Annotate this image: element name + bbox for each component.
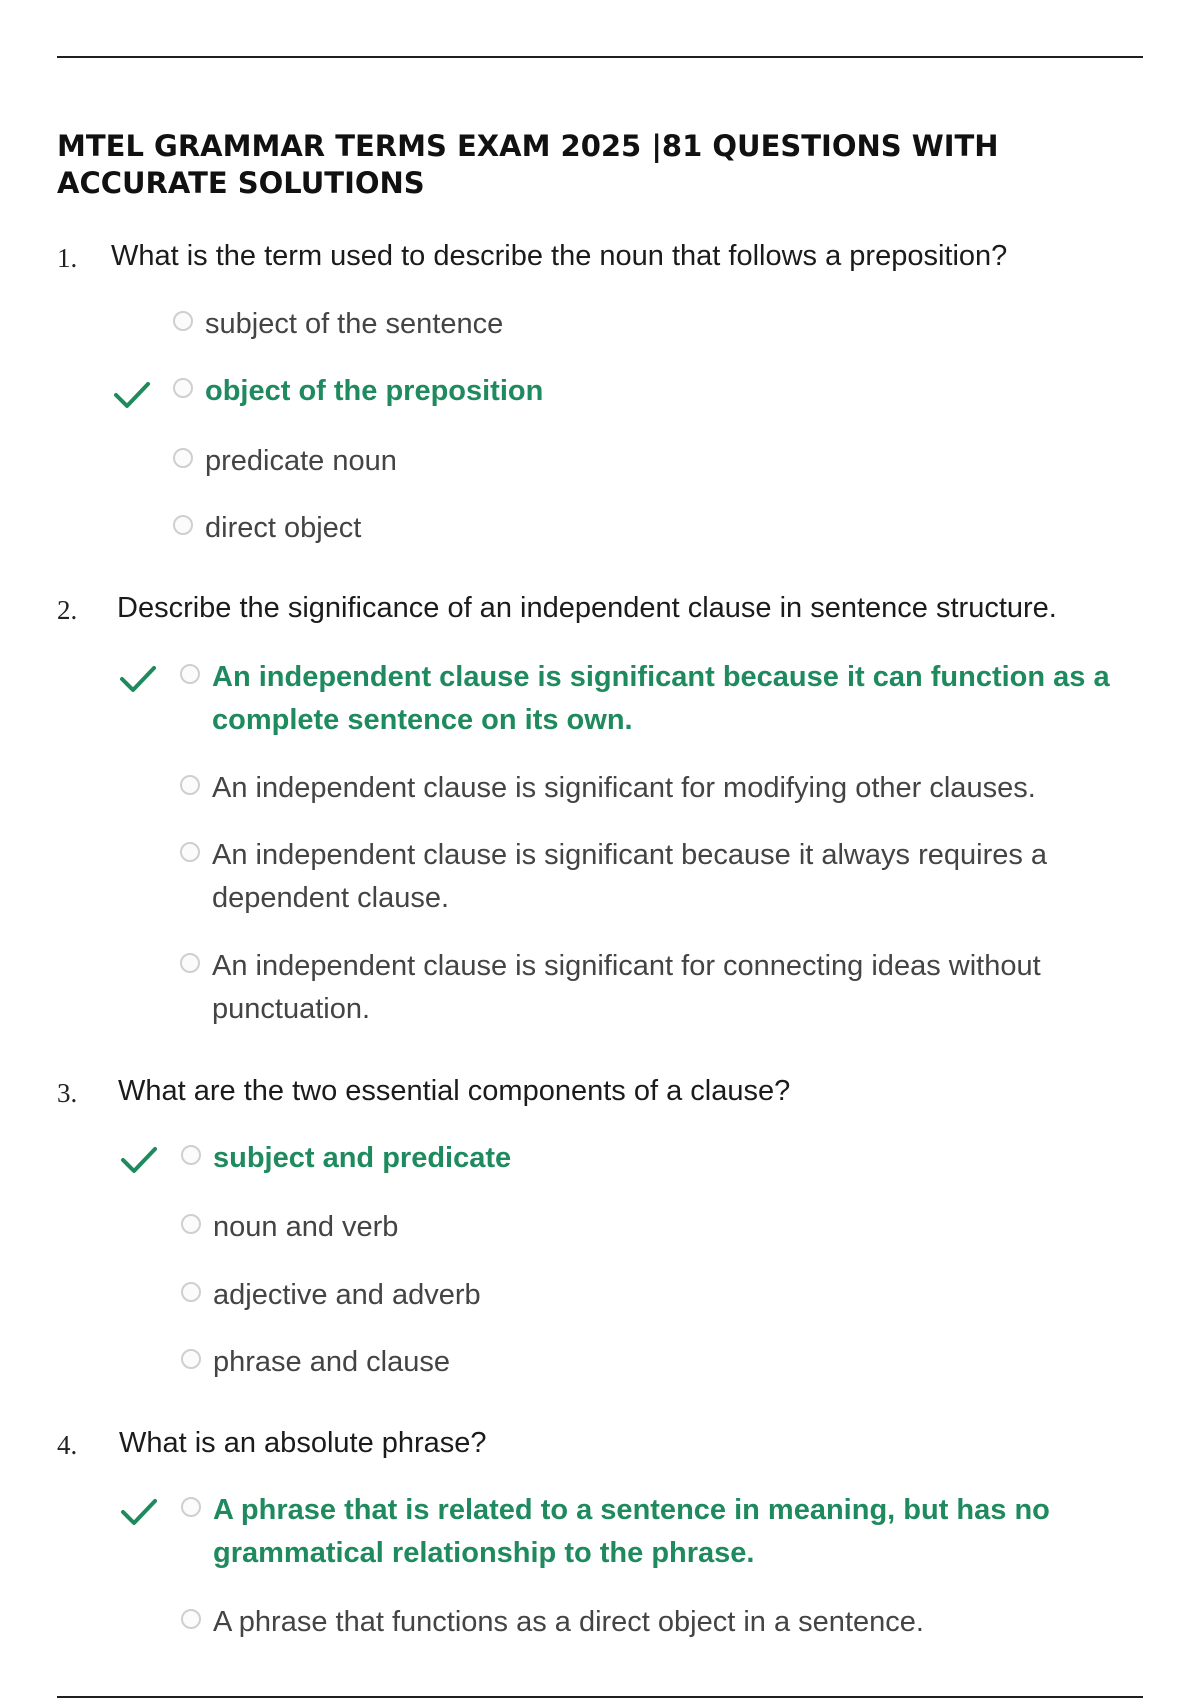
radio-icon[interactable] — [180, 775, 200, 795]
answer-option[interactable] — [181, 1601, 1131, 1644]
question-text: Describe the significance of an independent clause in sentence structure. — [117, 592, 1057, 624]
radio-icon[interactable] — [181, 1145, 201, 1165]
radio-icon[interactable] — [180, 842, 200, 862]
radio-icon[interactable] — [173, 378, 193, 398]
option-text: phrase and clause — [213, 1346, 450, 1378]
question-text: What are the two essential components of a clause? — [118, 1075, 791, 1107]
option-text: direct object — [205, 512, 362, 544]
answer-option[interactable] — [180, 945, 1130, 1031]
checkmark-icon — [120, 1145, 158, 1175]
radio-icon[interactable] — [173, 448, 193, 468]
bottom-divider — [57, 1696, 1143, 1698]
question-number: 2. — [57, 595, 78, 625]
checkmark-icon — [120, 1497, 158, 1527]
option-text: An independent clause is significant because it can function as a complete sentence on its own. — [212, 661, 1110, 736]
option-text: subject of the sentence — [205, 308, 504, 340]
answer-option-correct[interactable] — [173, 370, 1073, 413]
radio-icon[interactable] — [180, 953, 200, 973]
radio-icon[interactable] — [181, 1349, 201, 1369]
question-number: 1. — [57, 243, 78, 273]
answer-option[interactable] — [173, 303, 1073, 346]
option-text: predicate noun — [205, 445, 397, 477]
checkmark-icon — [113, 380, 151, 410]
answer-option[interactable] — [181, 1206, 1081, 1249]
option-text: An independent clause is significant for modifying other clauses. — [212, 772, 1036, 804]
option-text: An independent clause is significant for connecting ideas without punctuation. — [212, 950, 1041, 1025]
option-text: adjective and adverb — [213, 1279, 481, 1311]
answer-option-correct[interactable] — [181, 1489, 1131, 1575]
question-text: What is the term used to describe the noun that follows a preposition? — [111, 240, 1008, 272]
answer-option[interactable] — [180, 767, 1130, 810]
option-text: noun and verb — [213, 1211, 399, 1243]
radio-icon[interactable] — [180, 664, 200, 684]
answer-option[interactable] — [181, 1274, 1081, 1317]
radio-icon[interactable] — [173, 515, 193, 535]
document-title: MTEL GRAMMAR TERMS EXAM 2025 |81 QUESTIONS WITH ACCURATE SOLUTIONS — [57, 129, 999, 200]
option-text: object of the preposition — [205, 375, 544, 407]
radio-icon[interactable] — [181, 1214, 201, 1234]
option-text: An independent clause is significant because it always requires a dependent clause. — [212, 839, 1048, 914]
option-text: A phrase that functions as a direct object in a sentence. — [213, 1606, 924, 1638]
question-text: What is an absolute phrase? — [119, 1427, 487, 1459]
answer-option[interactable] — [181, 1341, 1081, 1384]
answer-option-correct[interactable] — [181, 1137, 1081, 1180]
question-number: 4. — [57, 1430, 78, 1460]
answer-option[interactable] — [173, 440, 1073, 483]
checkmark-icon — [119, 664, 157, 694]
top-divider — [57, 56, 1143, 58]
radio-icon[interactable] — [181, 1609, 201, 1629]
radio-icon[interactable] — [181, 1497, 201, 1517]
option-text: subject and predicate — [213, 1142, 512, 1174]
radio-icon[interactable] — [173, 311, 193, 331]
answer-option[interactable] — [173, 507, 1073, 550]
answer-option-correct[interactable] — [180, 656, 1130, 742]
answer-option[interactable] — [180, 834, 1130, 920]
question-number: 3. — [57, 1078, 78, 1108]
radio-icon[interactable] — [181, 1282, 201, 1302]
option-text: A phrase that is related to a sentence in meaning, but has no grammatical relationship to the phrase. — [213, 1494, 1050, 1569]
